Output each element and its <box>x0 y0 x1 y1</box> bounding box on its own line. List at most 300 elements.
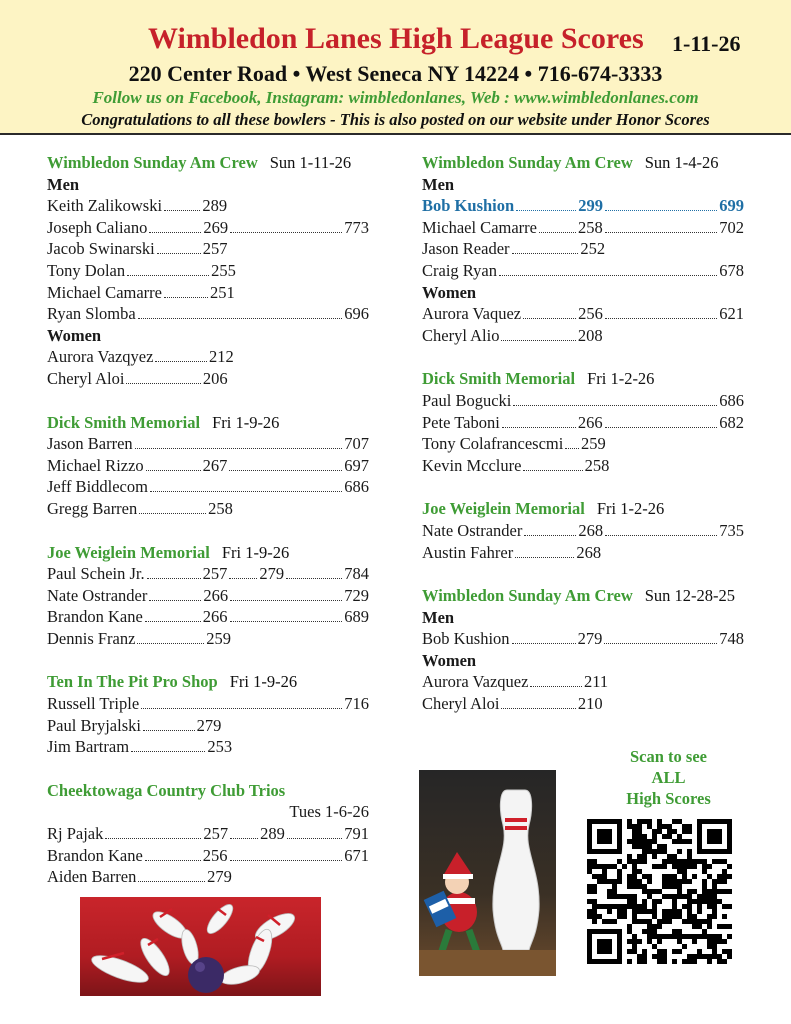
qr-module <box>632 909 637 914</box>
qr-module <box>642 834 647 839</box>
score-row <box>47 693 369 715</box>
high-game: 299 <box>578 196 603 216</box>
dot-leader <box>230 232 342 233</box>
score-row <box>47 303 369 325</box>
social-links-line: Follow us on Facebook, Instagram: wimbledonlanes, Web : www.wimbledonlanes.com <box>92 88 699 107</box>
qr-module <box>662 864 667 869</box>
bowler-name: Paul Bogucki <box>422 390 512 410</box>
qr-module <box>602 864 607 869</box>
high-game: 259 <box>206 628 231 648</box>
qr-module <box>692 924 697 929</box>
qr-module <box>627 939 632 944</box>
qr-module <box>682 829 687 834</box>
score-row <box>422 671 744 693</box>
qr-module <box>677 819 682 824</box>
qr-module <box>617 904 622 909</box>
league-section <box>47 412 369 520</box>
qr-module <box>602 869 607 874</box>
dot-leader <box>229 578 257 579</box>
qr-module <box>627 819 632 824</box>
qr-module <box>632 859 637 864</box>
league-header <box>47 412 369 434</box>
qr-module <box>652 954 657 959</box>
high-series: 707 <box>344 434 369 454</box>
qr-code[interactable] <box>576 808 744 976</box>
qr-module <box>727 954 732 959</box>
qr-module <box>707 924 712 929</box>
dot-leader <box>138 318 343 319</box>
qr-module <box>712 944 717 949</box>
qr-module <box>672 949 677 954</box>
qr-module <box>687 919 692 924</box>
qr-module <box>632 829 637 834</box>
qr-module <box>637 959 642 964</box>
qr-module <box>652 909 657 914</box>
qr-module <box>717 939 722 944</box>
qr-module <box>592 874 597 879</box>
qr-module <box>627 899 632 904</box>
qr-module <box>677 914 682 919</box>
qr-module <box>662 824 667 829</box>
score-row <box>47 195 369 217</box>
qr-module <box>682 959 687 964</box>
bowler-name: Tony Colafrancescmi <box>422 434 564 454</box>
qr-module <box>592 914 597 919</box>
score-row <box>47 217 369 239</box>
qr-module <box>652 864 657 869</box>
gender-group-label: Women <box>422 282 477 302</box>
qr-module <box>652 904 657 909</box>
qr-module <box>622 904 627 909</box>
qr-module <box>662 884 667 889</box>
qr-module <box>687 909 692 914</box>
qr-module <box>682 894 687 899</box>
qr-module <box>612 904 617 909</box>
league-header <box>47 671 369 693</box>
qr-module <box>642 909 647 914</box>
qr-module <box>652 899 657 904</box>
bowler-name: Dennis Franz <box>47 628 136 648</box>
qr-module <box>672 854 677 859</box>
qr-module <box>692 939 697 944</box>
league-name: Ten In The Pit Pro Shop <box>47 672 218 692</box>
qr-module <box>697 859 702 864</box>
gender-group-label: Women <box>422 650 477 670</box>
qr-module <box>677 859 682 864</box>
qr-module <box>652 839 657 844</box>
bowler-name: Aurora Vazqyez <box>47 347 154 367</box>
high-game: 279 <box>577 629 603 649</box>
qr-module <box>647 919 652 924</box>
qr-module <box>662 834 667 839</box>
league-date: Fri 1-2-26 <box>596 499 665 519</box>
score-row <box>47 845 369 867</box>
qr-module <box>712 904 717 909</box>
scan-line-1: Scan to see <box>630 747 707 766</box>
qr-module <box>677 939 682 944</box>
qr-module <box>647 819 652 824</box>
qr-module <box>627 824 632 829</box>
qr-module <box>712 914 717 919</box>
qr-module <box>652 834 657 839</box>
qr-module <box>632 899 637 904</box>
qr-module <box>702 954 707 959</box>
score-row <box>47 346 369 368</box>
score-row <box>422 412 744 434</box>
qr-module <box>647 844 652 849</box>
dot-leader <box>604 643 717 644</box>
qr-module <box>702 859 707 864</box>
dot-leader <box>229 470 342 471</box>
dot-leader <box>145 860 201 861</box>
dot-leader <box>501 708 575 709</box>
high-game: 266 <box>202 607 228 627</box>
bowler-name: Nate Ostrander <box>422 520 523 540</box>
league-date: Fri 1-9-26 <box>229 672 298 692</box>
qr-module <box>672 829 677 834</box>
dot-leader <box>530 686 582 687</box>
bowler-name: Michael Camarre <box>47 282 162 302</box>
qr-module <box>662 934 667 939</box>
qr-module <box>672 899 677 904</box>
qr-module <box>717 879 722 884</box>
qr-module <box>642 899 647 904</box>
qr-module <box>632 919 637 924</box>
league-name: Cheektowaga Country Club Trios <box>47 780 286 800</box>
qr-module <box>632 874 637 879</box>
high-series: 699 <box>719 196 744 216</box>
qr-module <box>597 939 612 954</box>
address-line: 220 Center Road • West Seneca NY 14224 • 716-674-3333 <box>128 61 663 86</box>
qr-module <box>637 834 642 839</box>
qr-module <box>592 904 597 909</box>
qr-module <box>592 899 597 904</box>
league-date: Sun 1-11-26 <box>269 153 352 172</box>
score-row <box>47 563 369 585</box>
qr-module <box>712 954 717 959</box>
qr-module <box>727 874 732 879</box>
qr-module <box>587 909 592 914</box>
qr-module <box>662 859 667 864</box>
qr-module <box>717 889 722 894</box>
qr-module <box>642 919 647 924</box>
qr-module <box>712 884 717 889</box>
league-header <box>47 542 369 564</box>
qr-module <box>677 949 682 954</box>
dot-leader <box>499 275 717 276</box>
score-row <box>47 498 369 520</box>
qr-module <box>647 909 652 914</box>
qr-module <box>707 934 712 939</box>
qr-module <box>692 919 697 924</box>
qr-module <box>702 869 707 874</box>
score-row <box>47 628 369 650</box>
bowler-name: Paul Bryjalski <box>47 715 141 735</box>
qr-module <box>672 904 677 909</box>
qr-module <box>612 879 617 884</box>
league-header <box>422 498 744 520</box>
qr-module <box>617 894 622 899</box>
dot-leader <box>146 470 201 471</box>
score-row <box>422 628 744 650</box>
qr-module <box>657 949 662 954</box>
qr-module <box>677 909 682 914</box>
qr-module <box>662 879 667 884</box>
high-game: 258 <box>584 455 610 475</box>
elf-with-bowling-pin-photo <box>419 770 556 976</box>
bowler-name: Bob Kushion <box>422 629 510 649</box>
league-date: Fri 1-2-26 <box>587 369 655 389</box>
qr-module <box>712 879 717 884</box>
qr-module <box>667 874 672 879</box>
bowler-name: Nate Ostrander <box>47 585 148 605</box>
high-game: 266 <box>577 412 603 432</box>
high-game: 267 <box>202 455 228 475</box>
qr-module <box>707 919 712 924</box>
qr-module <box>647 824 652 829</box>
qr-module <box>642 839 647 844</box>
qr-module <box>622 914 627 919</box>
bowling-pins-illustration <box>80 897 321 996</box>
qr-module <box>702 884 707 889</box>
qr-module <box>597 914 602 919</box>
high-game: 289 <box>202 196 228 216</box>
qr-module <box>692 874 697 879</box>
high-game: 279 <box>207 867 232 887</box>
qr-module <box>637 819 642 824</box>
qr-module <box>682 824 687 829</box>
bowler-name: Brandon Kane <box>47 845 143 865</box>
qr-module <box>667 909 672 914</box>
qr-module <box>612 894 617 899</box>
qr-module <box>712 894 717 899</box>
qr-module <box>667 829 672 834</box>
qr-module <box>722 859 727 864</box>
high-game: 289 <box>260 824 285 844</box>
high-game: 258 <box>208 498 233 518</box>
score-row <box>47 455 369 477</box>
qr-module <box>687 934 692 939</box>
qr-module <box>637 884 642 889</box>
qr-module <box>647 849 652 854</box>
qr-module <box>627 924 632 929</box>
high-game: 253 <box>207 737 233 757</box>
qr-module <box>692 889 697 894</box>
dot-leader <box>605 535 717 536</box>
qr-module <box>657 824 662 829</box>
qr-module <box>687 864 692 869</box>
high-game: 257 <box>203 824 229 844</box>
high-series: 689 <box>344 607 369 627</box>
high-series: 748 <box>719 629 744 649</box>
score-row <box>422 455 744 477</box>
qr-module <box>597 904 602 909</box>
qr-module <box>622 909 627 914</box>
qr-module <box>677 839 682 844</box>
qr-module <box>647 839 652 844</box>
high-series: 686 <box>719 390 744 410</box>
qr-module <box>657 899 662 904</box>
qr-module <box>727 904 732 909</box>
qr-module <box>657 829 662 834</box>
dot-leader <box>105 838 201 839</box>
qr-module <box>647 894 652 899</box>
bowler-name: Pete Taboni <box>422 412 500 432</box>
qr-module <box>587 914 592 919</box>
qr-module <box>592 919 597 924</box>
dot-leader <box>230 600 342 601</box>
league-section <box>422 498 744 563</box>
qr-module <box>627 949 632 954</box>
qr-module <box>707 874 712 879</box>
qr-module <box>627 874 632 879</box>
qr-module <box>667 854 672 859</box>
dot-leader <box>230 621 343 622</box>
dot-leader <box>145 621 201 622</box>
qr-module <box>652 934 657 939</box>
dot-leader <box>127 275 209 276</box>
high-game: 251 <box>209 282 235 302</box>
qr-module <box>647 879 652 884</box>
qr-module <box>677 929 682 934</box>
bowler-name: Jason Barren <box>47 434 133 454</box>
qr-module <box>722 904 727 909</box>
qr-module <box>717 924 722 929</box>
qr-module <box>657 954 662 959</box>
qr-module <box>687 839 692 844</box>
qr-module <box>672 934 677 939</box>
qr-module <box>677 884 682 889</box>
score-row <box>47 433 369 455</box>
qr-module <box>672 914 677 919</box>
qr-module <box>632 894 637 899</box>
qr-module <box>617 914 622 919</box>
qr-module <box>722 939 727 944</box>
qr-module <box>707 899 712 904</box>
qr-module <box>587 859 592 864</box>
dot-leader <box>501 340 575 341</box>
qr-module <box>707 829 722 844</box>
bowler-name: Ryan Slomba <box>47 304 136 324</box>
qr-module <box>607 879 612 884</box>
dot-leader <box>513 405 717 406</box>
qr-module <box>677 889 682 894</box>
league-section <box>47 780 369 888</box>
league-date: Fri 1-9-26 <box>212 412 280 432</box>
high-series: 702 <box>719 217 744 237</box>
high-game: 211 <box>584 672 609 692</box>
scan-line-3: High Scores <box>626 789 711 808</box>
qr-module <box>647 934 652 939</box>
qr-module <box>642 854 647 859</box>
qr-module <box>642 889 647 894</box>
dot-leader <box>516 210 576 211</box>
qr-module <box>632 879 637 884</box>
qr-module <box>662 874 667 879</box>
qr-module <box>597 874 602 879</box>
qr-module <box>662 914 667 919</box>
score-row <box>47 715 369 737</box>
dot-leader <box>286 578 342 579</box>
qr-module <box>637 904 642 909</box>
qr-module <box>707 904 712 909</box>
qr-module <box>602 874 607 879</box>
score-row <box>47 606 369 628</box>
league-date: Sun 12-28-25 <box>644 586 736 606</box>
bowler-name: Aiden Barren <box>47 867 137 887</box>
dot-leader <box>539 232 576 233</box>
qr-module <box>712 939 717 944</box>
scan-prompt <box>596 746 741 809</box>
qr-module <box>682 934 687 939</box>
qr-module <box>667 919 672 924</box>
qr-module <box>697 949 702 954</box>
score-row <box>47 585 369 607</box>
bowler-name: Keith Zalikowski <box>47 196 163 216</box>
dot-leader <box>150 491 342 492</box>
qr-module <box>637 829 642 834</box>
qr-module <box>687 959 692 964</box>
qr-module <box>592 909 597 914</box>
score-row <box>47 476 369 498</box>
gender-group-label: Women <box>47 325 102 345</box>
bowler-name: Jim Bartram <box>47 737 130 757</box>
qr-module <box>712 909 717 914</box>
score-row <box>422 260 744 282</box>
qr-module <box>727 889 732 894</box>
qr-module <box>722 874 727 879</box>
qr-module <box>682 944 687 949</box>
qr-module <box>637 909 642 914</box>
qr-module <box>637 859 642 864</box>
high-game: 208 <box>577 325 603 345</box>
qr-module <box>672 909 677 914</box>
bowler-name: Kevin Mcclure <box>422 455 522 475</box>
qr-module <box>682 904 687 909</box>
qr-module <box>707 914 712 919</box>
qr-module <box>712 889 717 894</box>
high-game: 257 <box>202 239 228 259</box>
qr-module <box>702 899 707 904</box>
qr-module <box>687 954 692 959</box>
dot-leader <box>147 578 201 579</box>
page-title: Wimbledon Lanes High League Scores <box>148 22 644 55</box>
qr-module <box>682 879 687 884</box>
league-name: Wimbledon Sunday Am Crew <box>422 153 633 172</box>
high-game: 256 <box>202 845 228 865</box>
qr-module <box>722 949 727 954</box>
qr-module <box>672 859 677 864</box>
qr-module <box>637 954 642 959</box>
qr-module <box>632 914 637 919</box>
qr-module <box>627 859 632 864</box>
qr-module <box>697 909 702 914</box>
qr-module <box>727 934 732 939</box>
qr-module <box>587 889 592 894</box>
qr-module <box>697 894 702 899</box>
dot-leader <box>230 860 343 861</box>
qr-module <box>607 864 612 869</box>
bowler-name: Michael Rizzo <box>47 455 144 475</box>
qr-module <box>652 854 657 859</box>
qr-module <box>692 899 697 904</box>
league-date: Tues 1-6-26 <box>289 802 369 822</box>
qr-module <box>607 894 612 899</box>
qr-module <box>722 924 727 929</box>
qr-module <box>622 864 627 869</box>
qr-module <box>707 889 712 894</box>
qr-module <box>657 959 662 964</box>
